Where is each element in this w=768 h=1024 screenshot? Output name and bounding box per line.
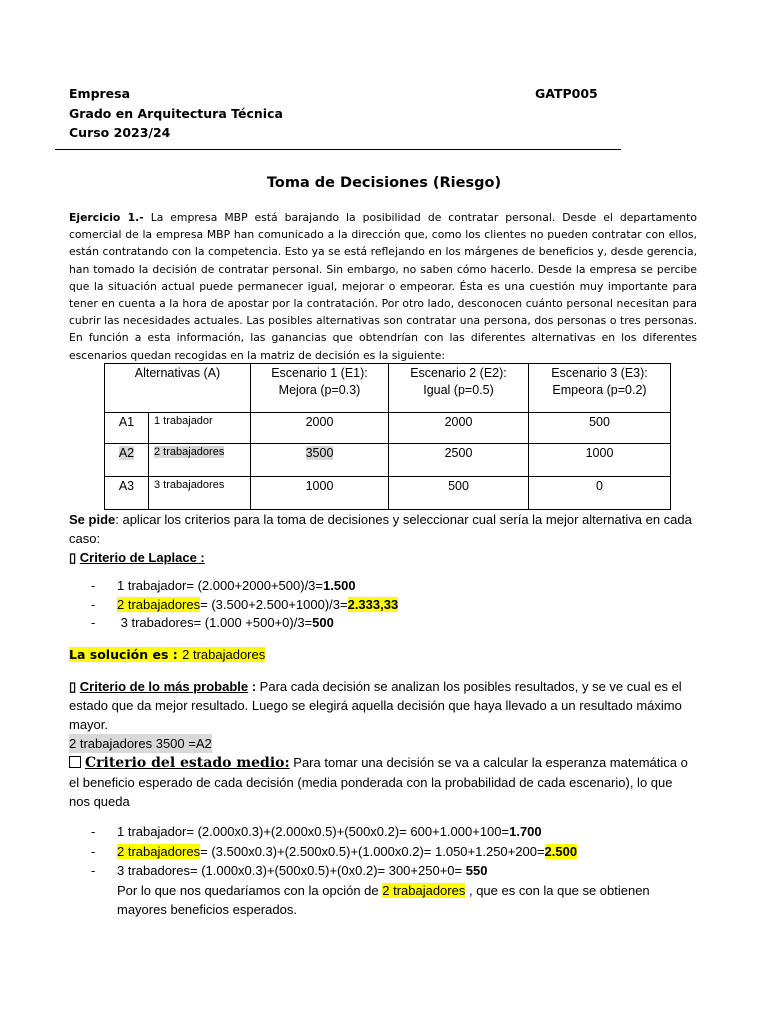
matrix-cell-desc: 3 trabajadores bbox=[149, 477, 251, 510]
matrix-row-a2 bbox=[105, 444, 671, 477]
page-title: Toma de Decisiones (Riesgo) bbox=[266, 175, 502, 191]
header-company: Empresa bbox=[69, 86, 131, 101]
matrix-cell-id: A3 bbox=[105, 477, 149, 510]
matrix-cell-e3: 500 bbox=[529, 413, 671, 444]
probable-paragraph: ▯ Criterio de lo más probable : Para cada decisión se analizan los posibles resultados, y se ve cual es el estado que da mejor resultado. Luego se elegirá aquella decisión que haya llevado a un resultado máximo mayor. bbox=[69, 679, 682, 732]
list-item: - 2 trabajadores= (3.500x0.3)+(2.500x0.5)+(1.000x0.2)= 1.050+1.250+200=2.500 bbox=[91, 844, 578, 859]
header-course: Curso 2023/24 bbox=[69, 125, 171, 140]
header-degree: Grado en Arquitectura Técnica bbox=[69, 106, 283, 121]
matrix-cell-desc: 2 trabajadores bbox=[149, 444, 251, 477]
matrix-header-e1: Escenario 1 (E1): Mejora (p=0.3) bbox=[251, 364, 389, 413]
list-item: - 2 trabajadores= (3.500+2.500+1000)/3=2.333,33 bbox=[91, 597, 399, 612]
matrix-cell-e1: 2000 bbox=[251, 413, 389, 444]
list-item: - 3 trabadores= (1.000 +500+0)/3=500 bbox=[91, 615, 334, 630]
matrix-header-e3: Escenario 3 (E3): Empeora (p=0.2) bbox=[529, 364, 671, 413]
medio-title: Criterio del estado medio: bbox=[85, 755, 290, 771]
matrix-cell-desc: 1 trabajador bbox=[149, 413, 251, 444]
laplace-solution: La solución es : 2 trabajadores bbox=[69, 647, 266, 662]
matrix-cell-e2: 2000 bbox=[389, 413, 529, 444]
matrix-cell-e2: 2500 bbox=[389, 444, 529, 477]
matrix-cell-id: A2 bbox=[105, 444, 149, 477]
exercise-label: Ejercicio 1.- bbox=[69, 211, 144, 224]
exercise-paragraph bbox=[69, 209, 697, 364]
decision-matrix bbox=[104, 363, 671, 510]
probable-title: Criterio de lo más probable bbox=[79, 679, 249, 694]
list-item: - 1 trabajador= (2.000x0.3)+(2.000x0.5)+(500x0.2)= 600+1.000+100=1.700 bbox=[91, 824, 542, 839]
matrix-cell-e2: 500 bbox=[389, 477, 529, 510]
laplace-heading bbox=[69, 548, 205, 567]
matrix-cell-e3: 0 bbox=[529, 477, 671, 510]
medio-conclusion: Por lo que nos quedaríamos con la opción de 2 trabajadores , que es con la que se obtienen mayores beneficios esperados. bbox=[117, 883, 650, 917]
exercise-text: La empresa MBP está barajando la posibilidad de contratar personal. Desde el departamento comercial de la empresa MBP han comunicado a la dirección que, como los clientes no pueden contratar con ellos, están contratando con la competencia. Esto ya se está reflejando en los márgenes de beneficios y, desde gerencia, han tomado la decisión de contratar personal. Sin embargo, no saben cómo hacerlo. Desde la empresa se percibe que la situación actual puede permanecer igual, mejorar o empeorar. Ésta es una cuestión muy importante para tener en cuenta a la hora de apostar por la contratación. Por otro lado, desconocen cuánto personal necesitan para cubrir las necesidades actuales. Las posibles alternativas son contratar una persona, dos personas o tres personas. En función a esta información, las ganancias que obtendrían con las diferentes alternativas en los diferentes escenarios quedan recogidas en la matriz de decisión es la siguiente: bbox=[69, 211, 697, 362]
matrix-cell-e1: 3500 bbox=[251, 444, 389, 477]
header-divider bbox=[55, 149, 621, 150]
matrix-header-alternatives: Alternativas (A) bbox=[105, 364, 251, 413]
matrix-cell-id: A1 bbox=[105, 413, 149, 444]
probable-marker: ▯ bbox=[69, 679, 77, 694]
checkbox-icon bbox=[69, 756, 81, 768]
se-pide-paragraph: Se pide: aplicar los criterios para la toma de decisiones y seleccionar cual sería la mejor alternativa en cada caso: bbox=[69, 512, 692, 546]
header-code: GATP005 bbox=[535, 86, 598, 101]
laplace-title: Criterio de Laplace : bbox=[79, 550, 205, 565]
list-item: - 3 trabadores= (1.000x0.3)+(500x0.5)+(0x0.2)= 300+250+0= 550 bbox=[91, 863, 488, 878]
matrix-cell-e3: 1000 bbox=[529, 444, 671, 477]
probable-result: 2 trabajadores 3500 =A2 bbox=[69, 736, 212, 751]
matrix-row-a1 bbox=[105, 413, 671, 444]
laplace-marker: ▯ bbox=[69, 550, 77, 565]
matrix-cell-e1: 1000 bbox=[251, 477, 389, 510]
matrix-header-e2: Escenario 2 (E2): Igual (p=0.5) bbox=[389, 364, 529, 413]
matrix-row-a3 bbox=[105, 477, 671, 510]
list-item: - 1 trabajador= (2.000+2000+500)/3=1.500 bbox=[91, 578, 356, 593]
medio-paragraph: Criterio del estado medio: Para tomar una decisión se va a calcular la esperanza matemática o el beneficio esperado de cada decisión (media ponderada con la probabilidad de cada escenario), lo que nos queda bbox=[69, 755, 688, 809]
